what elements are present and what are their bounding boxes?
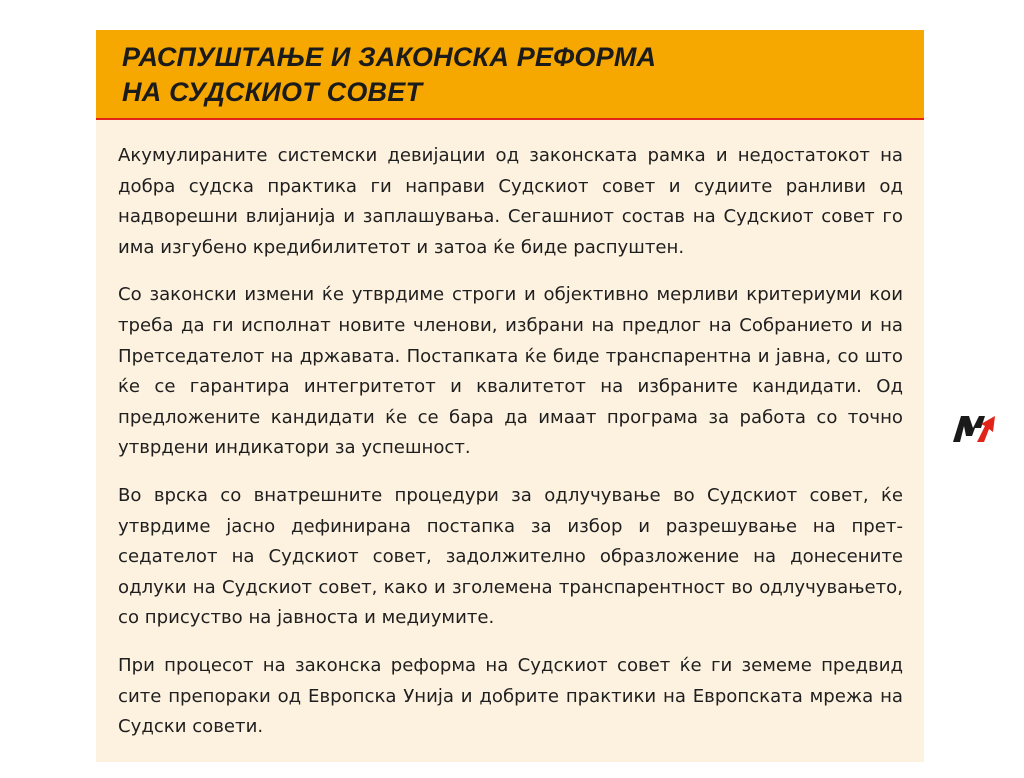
box-header xyxy=(96,30,924,120)
paragraph: При процесот на законска реформа на Судскиот совет ќе ги земеме предвид сите препораки од Европска Унија и добрите практики на Европската мрежа на Судски совети. xyxy=(118,654,903,738)
title-line-2: НА СУДСКИОТ СОВЕТ xyxy=(122,77,423,107)
title-line-1: РАСПУШТАЊЕ И ЗАКОНСКА РЕФОРМА xyxy=(122,42,657,72)
paragraph: Во врска со внатрешните процедури за одлучување во Судскиот совет, ќе утврдиме јасно дефинирана постапка за избор и разрешување на претседателот на Судскиот совет, задолжително образложение на донесените одлуки на Судскиот совет, како и зголемена транспарентност во одлучувањето, со присуство на јавноста и медиумите. xyxy=(118,484,903,629)
info-box xyxy=(96,30,924,762)
box-body xyxy=(118,141,903,760)
m-arrow-logo-icon xyxy=(951,412,997,444)
paragraph: Акумулираните системски девијации од законската рамка и недостатокот на добра судска практика ги направи Судскиот совет и судиите ранливи од надворешни влијанија и заплашувања. Сегашниот состав на Судскиот совет го има изгубено кредибилитетот и затоа ќе биде распуштен. xyxy=(118,145,903,258)
page-title xyxy=(122,40,656,110)
paragraph: Со законски измени ќе утврдиме строги и објективно мерливи критериуми кои треба да ги исполнат новите членови, избрани на предлог на Собранието и на Претседателот на државата. Постапката ќе биде транспарентна и јавна, со што ќе се гарантира интегритетот и квалитетот на избраните кандидати. Од предложените кандидати ќе се бара да имаат програма за работа со точно утврдени индикатори за успешност. xyxy=(118,284,903,459)
